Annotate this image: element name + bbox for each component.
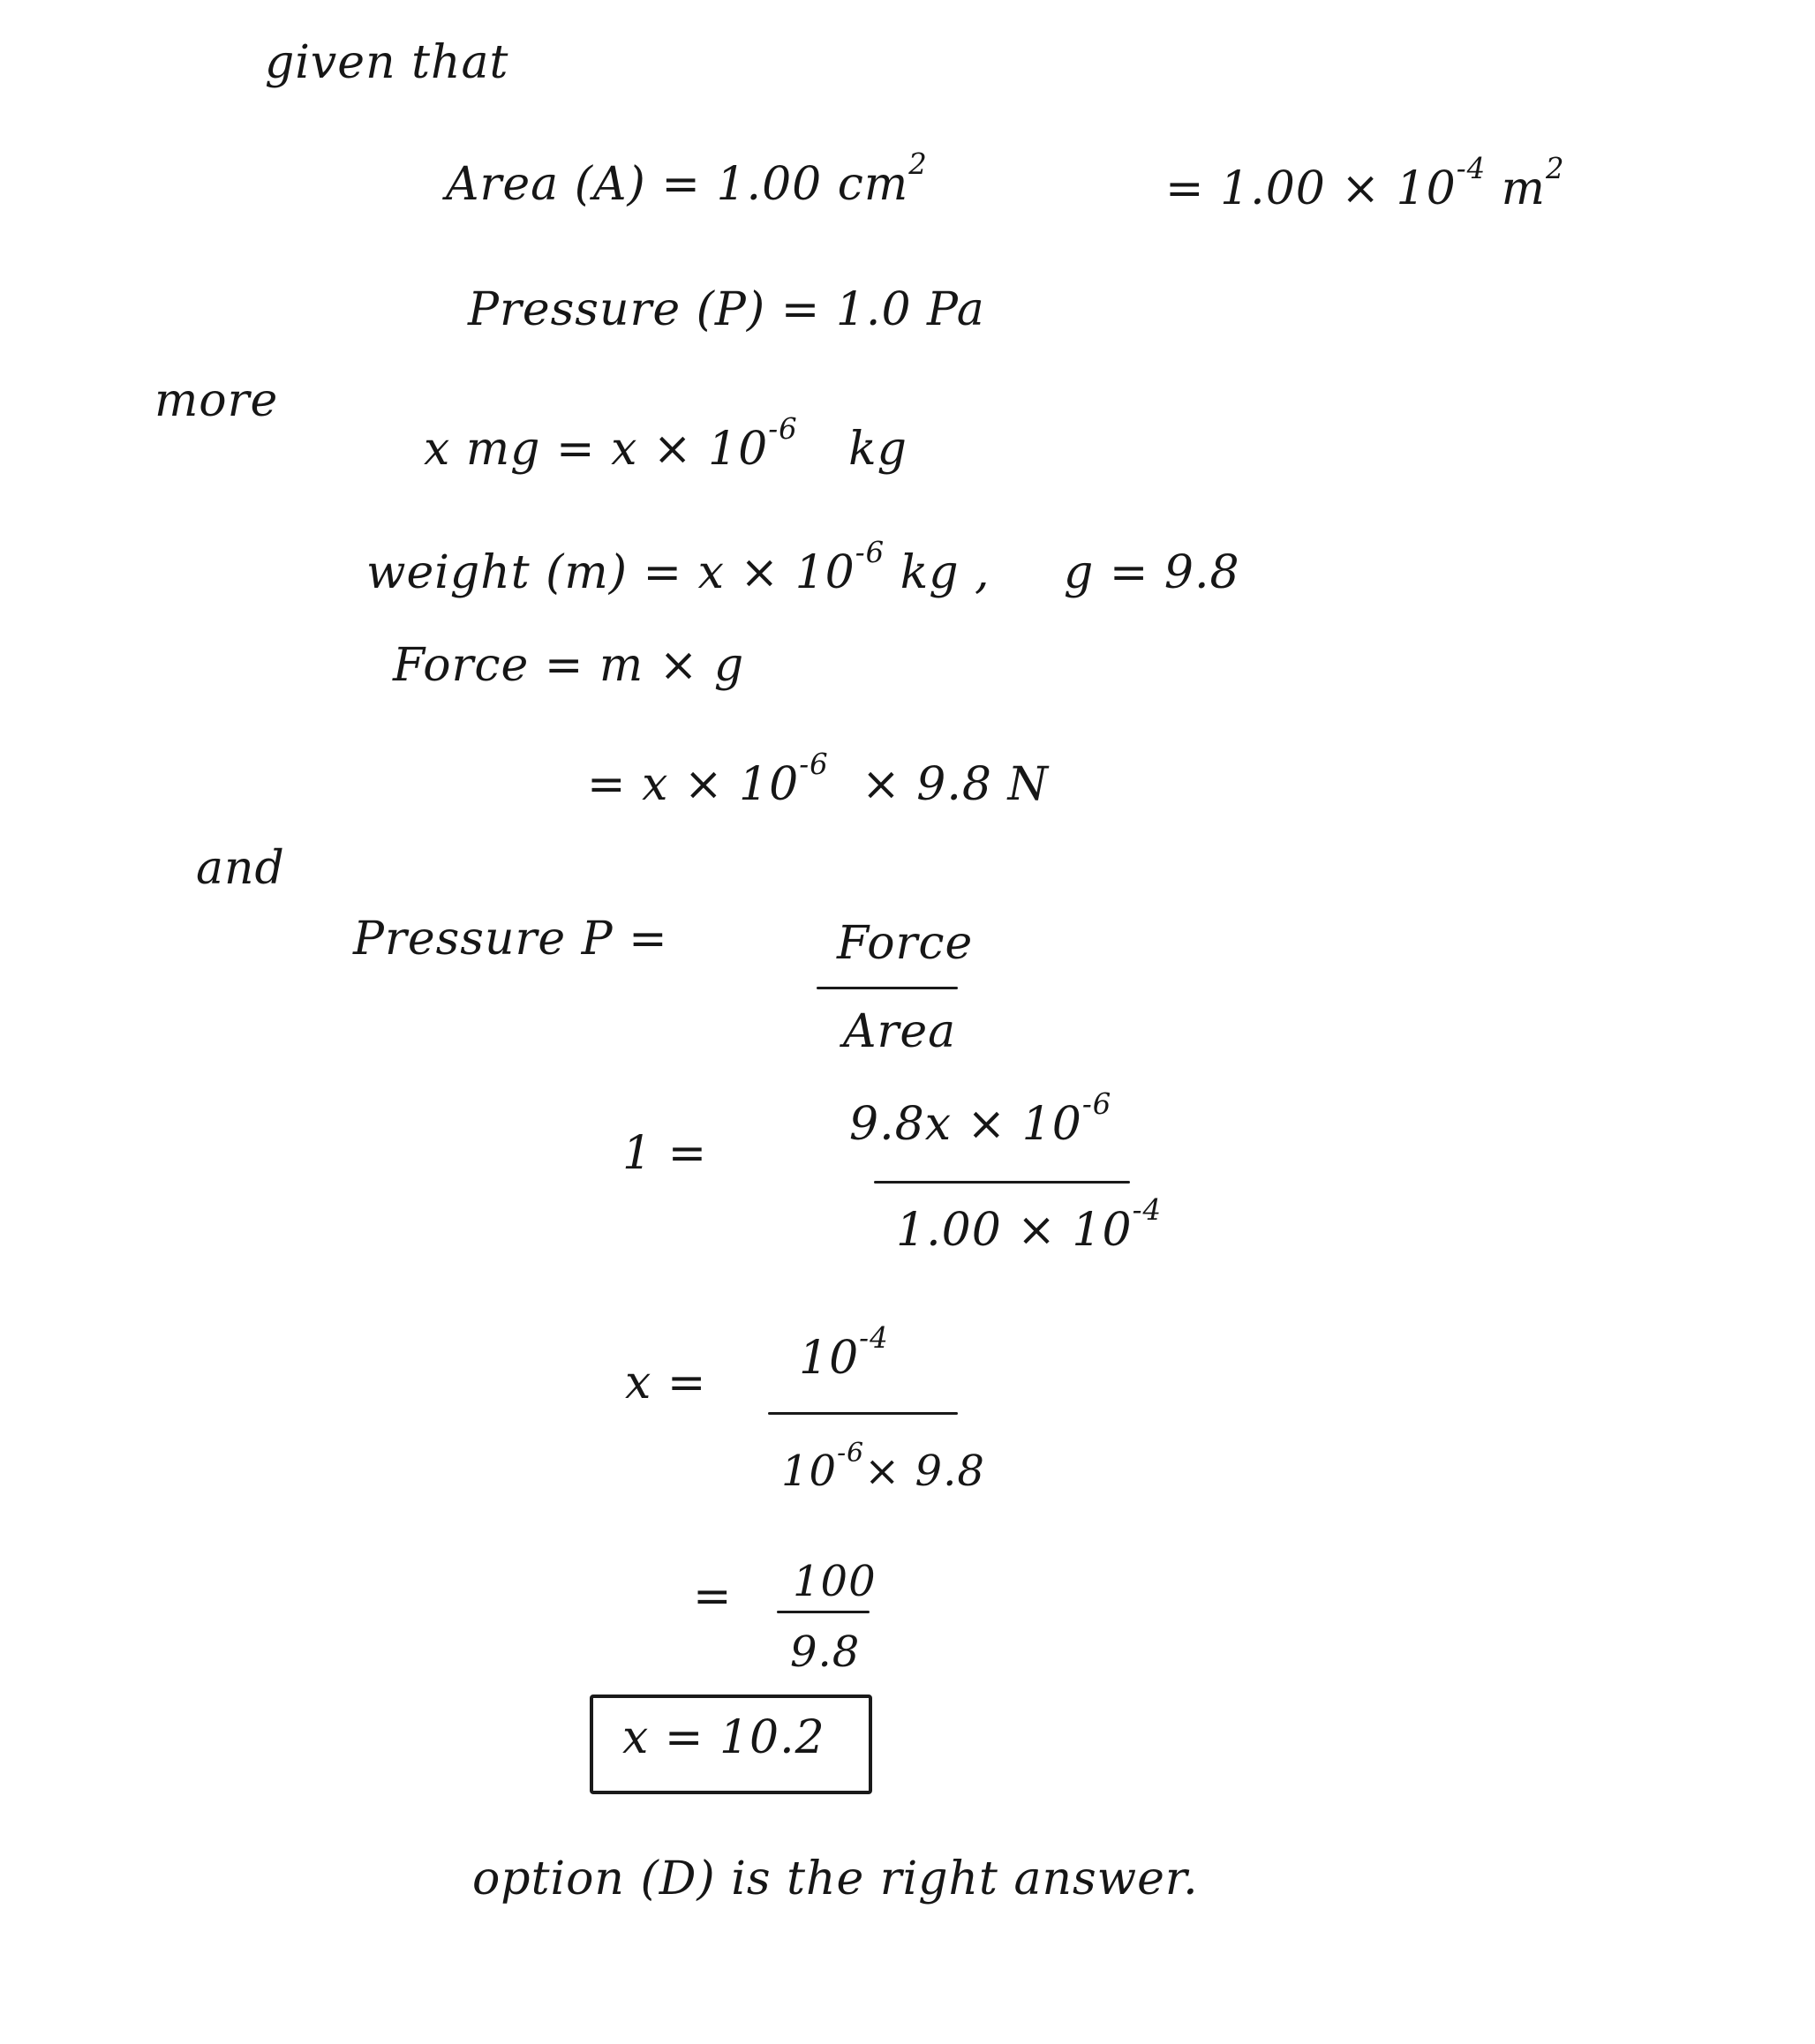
area-conversion-value: = 1.00 × 10 [1165, 162, 1457, 215]
g-value-text: g = 9.8 [1064, 546, 1240, 599]
force-result [587, 747, 1049, 812]
eq3-left-text: = [693, 1570, 733, 1623]
pressure-formula-text: Pressure P = [353, 913, 668, 966]
weight-unit: kg , [900, 546, 990, 599]
and-text: and [196, 842, 285, 895]
eq2-numerator-exponent: -4 [859, 1320, 889, 1355]
eq2-fraction-bar [768, 1412, 958, 1415]
heading-text: given that [265, 36, 509, 89]
eq3-denominator-text: 9.8 [790, 1627, 861, 1677]
eq2-denominator-tail: × 9.8 [864, 1447, 985, 1496]
area-conversion-unit-exponent: 2 [1545, 151, 1565, 185]
eq1-denominator-text: 1.00 × 10 [896, 1204, 1133, 1257]
mass-text: x mg = x × 10 [424, 423, 769, 476]
g-value [1064, 547, 1240, 600]
eq1-denominator [896, 1192, 1162, 1258]
mass-unit: kg [848, 423, 908, 476]
eq2-denominator [781, 1438, 985, 1496]
weight-exponent: -6 [855, 535, 885, 569]
eq2-denominator-exponent: -6 [837, 1438, 865, 1469]
force-result-tail: × 9.8 N [862, 758, 1049, 811]
eq2-numerator-text: 10 [799, 1332, 860, 1385]
eq3-fraction-bar [777, 1611, 870, 1613]
eq2-left [625, 1357, 706, 1410]
conclusion-line [472, 1853, 1199, 1906]
force-text: Force = m × g [393, 639, 745, 692]
eq2-denominator-base: 10 [781, 1447, 838, 1496]
eq1-denominator-exponent: -4 [1132, 1192, 1162, 1227]
and-label [196, 843, 285, 896]
weight-text: weight (m) = x × 10 [366, 546, 855, 599]
eq3-numerator [793, 1558, 877, 1606]
weight-line [366, 535, 990, 600]
conclusion-text: option (D) is the right answer. [472, 1852, 1199, 1905]
answer-text: x = 10.2 [622, 1711, 825, 1764]
pressure-given-line [468, 284, 985, 337]
force-result-text: = x × 10 [587, 758, 800, 811]
eq1-numerator-exponent: -6 [1081, 1086, 1112, 1121]
pressure-numerator-text: Force [837, 917, 974, 970]
pressure-denominator-text: Area [843, 1005, 957, 1058]
answer-text-wrap [622, 1712, 825, 1765]
eq1-numerator-text: 9.8x × 10 [849, 1098, 1082, 1151]
eq1-fraction-bar [874, 1181, 1130, 1184]
eq1-left [622, 1128, 707, 1181]
force-line [393, 640, 744, 693]
pressure-numerator [837, 918, 973, 971]
area-label: Area (A) = 1.00 cm [446, 158, 909, 211]
eq2-left-text: x = [625, 1356, 707, 1409]
eq3-left [693, 1571, 733, 1624]
pressure-denominator [843, 1006, 956, 1059]
eq3-denominator [790, 1628, 860, 1677]
eq2-numerator [799, 1320, 889, 1386]
area-conversion [1165, 151, 1565, 216]
area-exponent: 2 [908, 147, 928, 181]
area-conversion-unit: m [1501, 162, 1546, 215]
heading-given-that [265, 37, 508, 90]
pressure-fraction-bar [817, 987, 958, 989]
eq1-numerator [849, 1086, 1112, 1152]
pressure-formula-label [353, 913, 668, 966]
force-result-exponent: -6 [799, 747, 829, 781]
more-text: more [154, 374, 279, 427]
area-conversion-exponent: -4 [1456, 151, 1487, 185]
pressure-given-text: Pressure (P) = 1.0 Pa [468, 283, 985, 336]
mass-line [424, 411, 908, 477]
more-label [154, 375, 278, 428]
eq3-numerator-text: 100 [793, 1557, 877, 1606]
eq1-left-text: 1 = [622, 1127, 708, 1180]
area-line [446, 147, 928, 212]
mass-exponent: -6 [768, 411, 798, 446]
